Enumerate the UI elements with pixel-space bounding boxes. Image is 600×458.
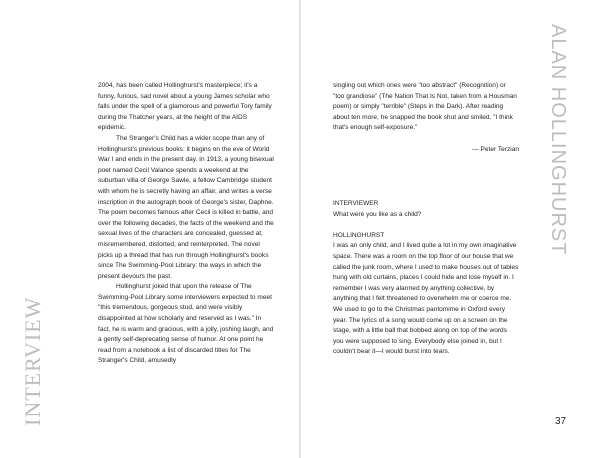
left-body-text (98, 81, 274, 367)
answer-text: I was an only child, and I lived quite a lot in my own imaginative space. There was a room on the top floor of our house that we called the junk room, where I used to make houses out of tables hung with old curtains, places I could hide and lose myself in. I remember I was very alarmed by anything collective, by anything that I felt threatened to overwhelm me or coerce me. We used to go to the Christmas pantomime in Oxford every year. The lyrics of a song would come up on a screen on the stage, with a little ball that bobbed along on top of the words you were supposed to sing. Everybody else joined in, but I couldn't bear it—I would burst into tears. (333, 242, 519, 356)
body-paragraph: Hollinghurst joked that upon the release of The Swimming-Pool Library some interviewers expected to meet "this tremendous, gorgeous stud, and were visibly disappointed at how scholarly and reserved as I was." In fact, he is warm and gracious, with a jolly, joshing laugh, and a gently self-deprecating sense of humor. At one point he read from a notebook a list of discarded titles for The Stranger's Child, amusedly (98, 283, 274, 365)
attribution: — Peter Terzian (472, 145, 519, 153)
question-text: What were you like as a child? (333, 210, 422, 218)
right-intro-text (333, 81, 519, 155)
speaker-label: INTERVIEWER (333, 200, 379, 207)
body-paragraph: The Stranger's Child has a wider scope than any of Hollinghurst's previous books: it begins on the eve of World War I and ends in the present day. In 1913, a young bisexual poet named Cecil Valance spends a weekend at the suburban villa of George Sawle, a fellow Cambridge student with whom he is secretly having an affair, and writes a verse inscription in the autograph book of George's sister, Daphne. The poem becomes famous after Cecil is killed in battle, and over the following decades, the facts of the weekend and the sexual lives of the characters are concealed, guessed at, misremembered, distorted, and reinterpreted. The novel picks up a thread that has run through Hollinghurst's books since The Swimming-Pool Library: the ways in which the present devours the past. (98, 134, 274, 280)
interview-exchange (333, 199, 519, 358)
body-paragraph: singling out which ones were "too abstract" (Recognition) or "too grandiose" (The Nation That Is Not, taken from a Housman poem) or simply "terrible" (Steps in the Dark). After reading about ten more, he snapped the book shut and smiled. "I think that's enough self-exposure." (333, 82, 517, 132)
body-paragraph: 2004, has been called Hollinghurst's masterpiece; it's a funny, furious, sad novel about a young James scholar who falls under the spell of a glamorous and powerful Tory family during the Thatcher years, at the height of the AIDS epidemic. (98, 82, 272, 132)
running-head: ALAN HOLLINGHURST (547, 24, 569, 256)
page-number: 37 (555, 416, 567, 427)
speaker-label: HOLLINGHURST (333, 231, 385, 239)
left-page (0, 0, 299, 458)
section-label: INTERVIEW (20, 296, 45, 426)
